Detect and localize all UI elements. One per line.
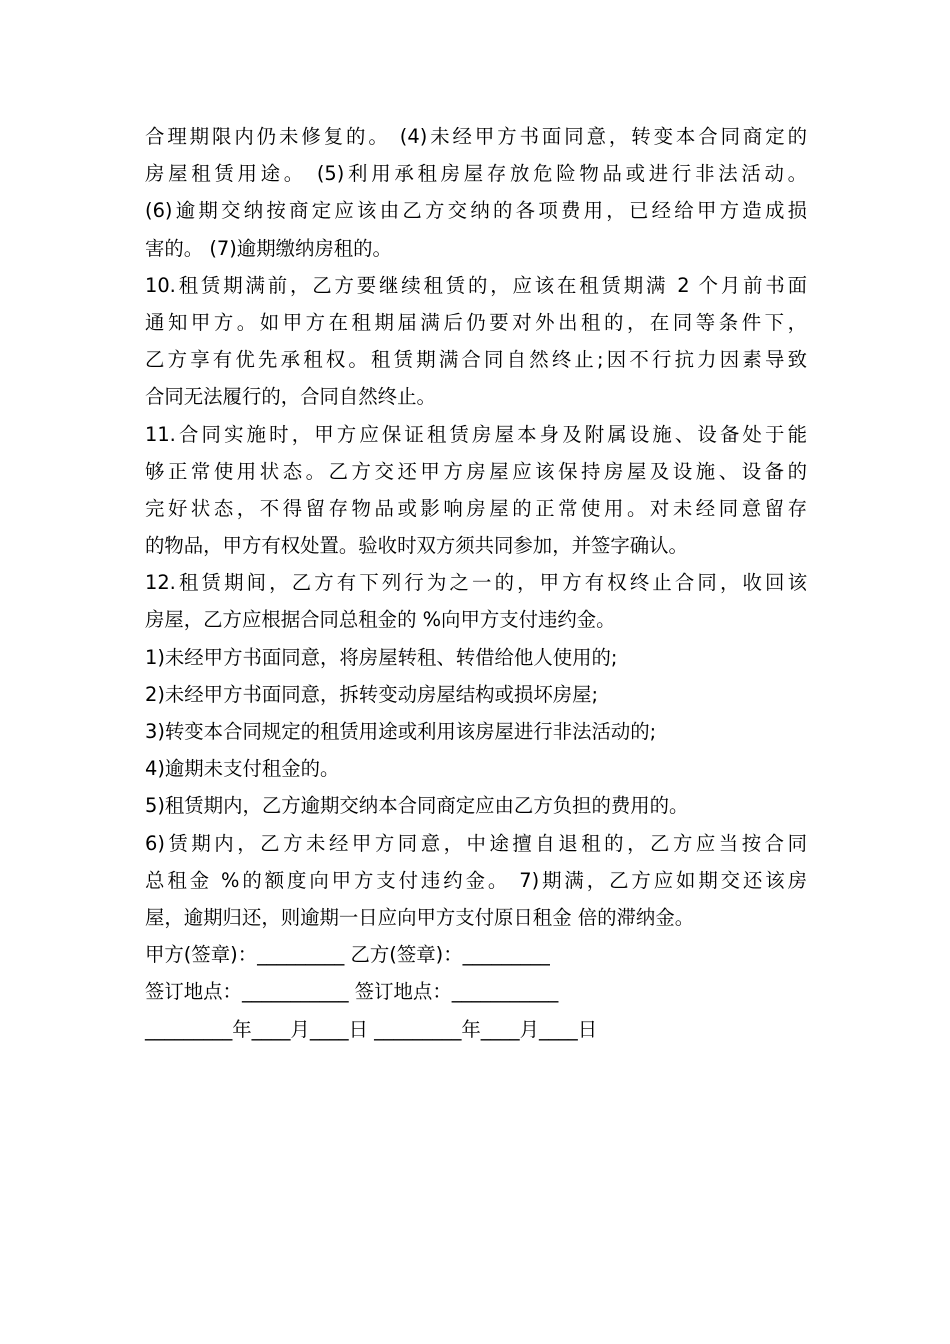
text-line: 甲方(签章)：_________ 乙方(签章)：_________ (145, 943, 550, 967)
text-line: _________年____月____日 _________年____月____日 (145, 1017, 598, 1041)
text-line: 1)未经甲方书面同意，将房屋转租、转借给他人使用的; (145, 645, 618, 669)
text-line: 屋，逾期归还，则逾期一日应向甲方支付原日租金 倍的滞纳金。 (145, 905, 695, 929)
text-line: 的物品，甲方有权处置。验收时双方须共同参加，并签字确认。 (145, 534, 688, 558)
text-line: 合同无法履行的，合同自然终止。 (145, 385, 436, 409)
text-line: 4)逾期未支付租金的。 (145, 757, 340, 781)
text-line: 3)转变本合同规定的租赁用途或利用该房屋进行非法活动的; (145, 720, 657, 743)
text-line: 5)租赁期内，乙方逾期交纳本合同商定应由乙方负担的费用的。 (145, 794, 689, 818)
text-line: 总租金 %的额度向甲方支付违约金。 7)期满，乙方应如期交还该房 (145, 868, 807, 892)
text-line: 通知甲方。如甲方在租期届满后仍要对外出租的，在同等条件下， (145, 310, 807, 334)
text-line: 房屋，乙方应根据合同总租金的 %向甲方支付违约金。 (145, 608, 616, 632)
text-line: 12.租赁期间，乙方有下列行为之一的，甲方有权终止合同，收回该 (145, 571, 807, 595)
text-line: 6)赁期内，乙方未经甲方同意，中途擅自退租的，乙方应当按合同 (145, 831, 807, 855)
text-line: 完好状态，不得留存物品或影响房屋的正常使用。对未经同意留存 (145, 496, 807, 520)
text-line: 合理期限内仍未修复的。 (4)未经甲方书面同意，转变本合同商定的 (145, 125, 807, 148)
text-line: 签订地点：___________ 签订地点：___________ (145, 980, 559, 1004)
text-line: 2)未经甲方书面同意，拆转变动房屋结构或损坏房屋; (145, 682, 599, 706)
text-line: 乙方享有优先承租权。租赁期满合同自然终止;因不行抗力因素导致 (145, 348, 807, 372)
text-line: 房屋租赁用途。 (5)利用承租房屋存放危险物品或进行非法活动。 (145, 162, 807, 186)
text-line: (6)逾期交纳按商定应该由乙方交纳的各项费用，已经给甲方造成损 (145, 199, 807, 223)
text-line: 够正常使用状态。乙方交还甲方房屋应该保持房屋及设施、设备的 (145, 459, 807, 483)
text-line: 10.租赁期满前，乙方要继续租赁的，应该在租赁期满 2 个月前书面 (145, 273, 807, 297)
document-page (145, 118, 807, 1048)
text-line: 害的。 (7)逾期缴纳房租的。 (145, 236, 392, 260)
text-line: 11.合同实施时，甲方应保证租赁房屋本身及附属设施、设备处于能 (145, 422, 807, 446)
